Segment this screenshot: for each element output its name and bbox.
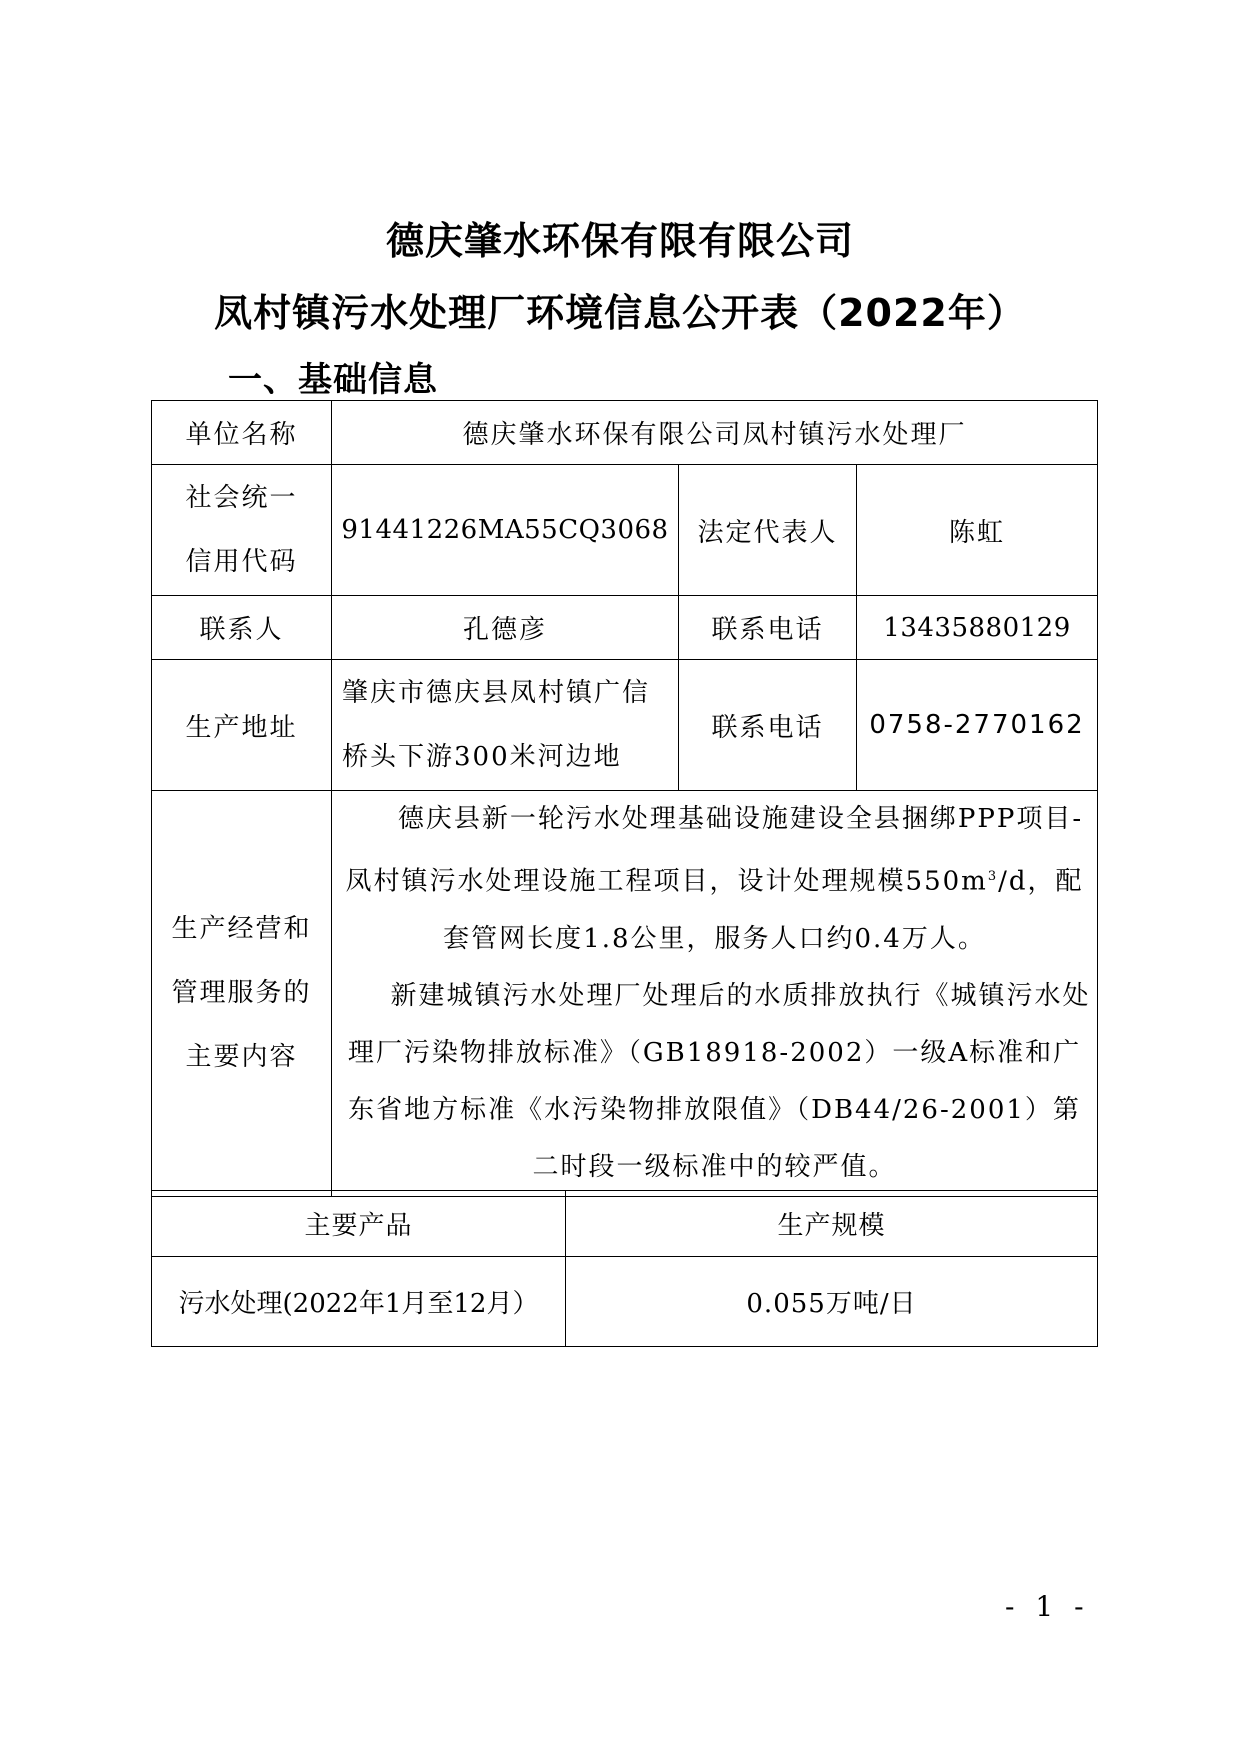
business-paragraph-1 — [338, 791, 1091, 968]
products-table — [151, 1190, 1098, 1347]
credit-code-label-line-2: 信用代码 — [185, 547, 298, 577]
superscript-3: 3 — [987, 869, 999, 884]
document-title-line-1: 德庆肇水环保有限有限公司 — [385, 219, 854, 263]
product-name: 污水处理(2022年1月至12月） — [152, 1257, 566, 1347]
business-paragraph-1-text: 德庆县新一轮污水处理基础设施建设全县捆绑PPP项目-凤村镇污水处理设施工程项目，设计处理规模550m — [345, 804, 1084, 897]
business-paragraph-1-tail: /d，配套管网长度1.8公里，服务人口约0.4万人。 — [443, 866, 1084, 954]
contact-value: 孔德彦 — [332, 596, 679, 660]
address-phone-value: 0758-2770162 — [857, 660, 1098, 791]
document-title-line-2: 凤村镇污水处理厂环境信息公开表（2022年） — [214, 291, 1026, 335]
address-value — [332, 660, 679, 791]
contact-phone-label: 联系电话 — [679, 596, 857, 660]
address-label: 生产地址 — [152, 660, 332, 791]
row-credit-code — [152, 465, 1098, 596]
contact-phone-value: 13435880129 — [857, 596, 1098, 660]
unit-name-label: 单位名称 — [152, 401, 332, 465]
row-contact — [152, 596, 1098, 660]
row-business — [152, 791, 1098, 1197]
section-heading: 一、基础信息 — [228, 360, 438, 400]
products-header-row — [152, 1191, 1098, 1257]
contact-label: 联系人 — [152, 596, 332, 660]
page-number: - 1 - — [1005, 1590, 1090, 1623]
header-main-product: 主要产品 — [152, 1191, 566, 1257]
address-line-1: 肇庆市德庆县凤村镇广信 — [342, 678, 651, 708]
products-data-row — [152, 1257, 1098, 1347]
credit-code-label-line-1: 社会统一 — [185, 483, 298, 513]
business-label-line-3: 主要内容 — [185, 1042, 298, 1073]
address-phone-label: 联系电话 — [679, 660, 857, 791]
legal-rep-label: 法定代表人 — [679, 465, 857, 596]
legal-rep-value: 陈虹 — [857, 465, 1098, 596]
credit-code-label — [152, 465, 332, 596]
production-scale-value: 0.055万吨/日 — [566, 1257, 1098, 1347]
address-line-2: 桥头下游300米河边地 — [342, 742, 622, 772]
business-paragraph-2: 新建城镇污水处理厂处理后的水质排放执行《城镇污水处理厂污染物排放标准》（GB18918-2002）一级A标准和广东省地方标准《水污染物排放限值》（DB44/26-2001）第二时段一级标准中的较严值。 — [347, 980, 1091, 1182]
credit-code-value: 91441226MA55CQ3068 — [332, 465, 679, 596]
business-label-line-1: 生产经营和 — [171, 914, 312, 945]
row-address — [152, 660, 1098, 791]
row-unit-name — [152, 401, 1098, 465]
header-production-scale: 生产规模 — [566, 1191, 1098, 1257]
business-description — [332, 791, 1098, 1197]
unit-name-value: 德庆肇水环保有限公司凤村镇污水处理厂 — [332, 401, 1098, 465]
business-label-line-2: 管理服务的 — [171, 978, 312, 1009]
basic-info-table — [151, 400, 1098, 1197]
business-label — [152, 791, 332, 1197]
